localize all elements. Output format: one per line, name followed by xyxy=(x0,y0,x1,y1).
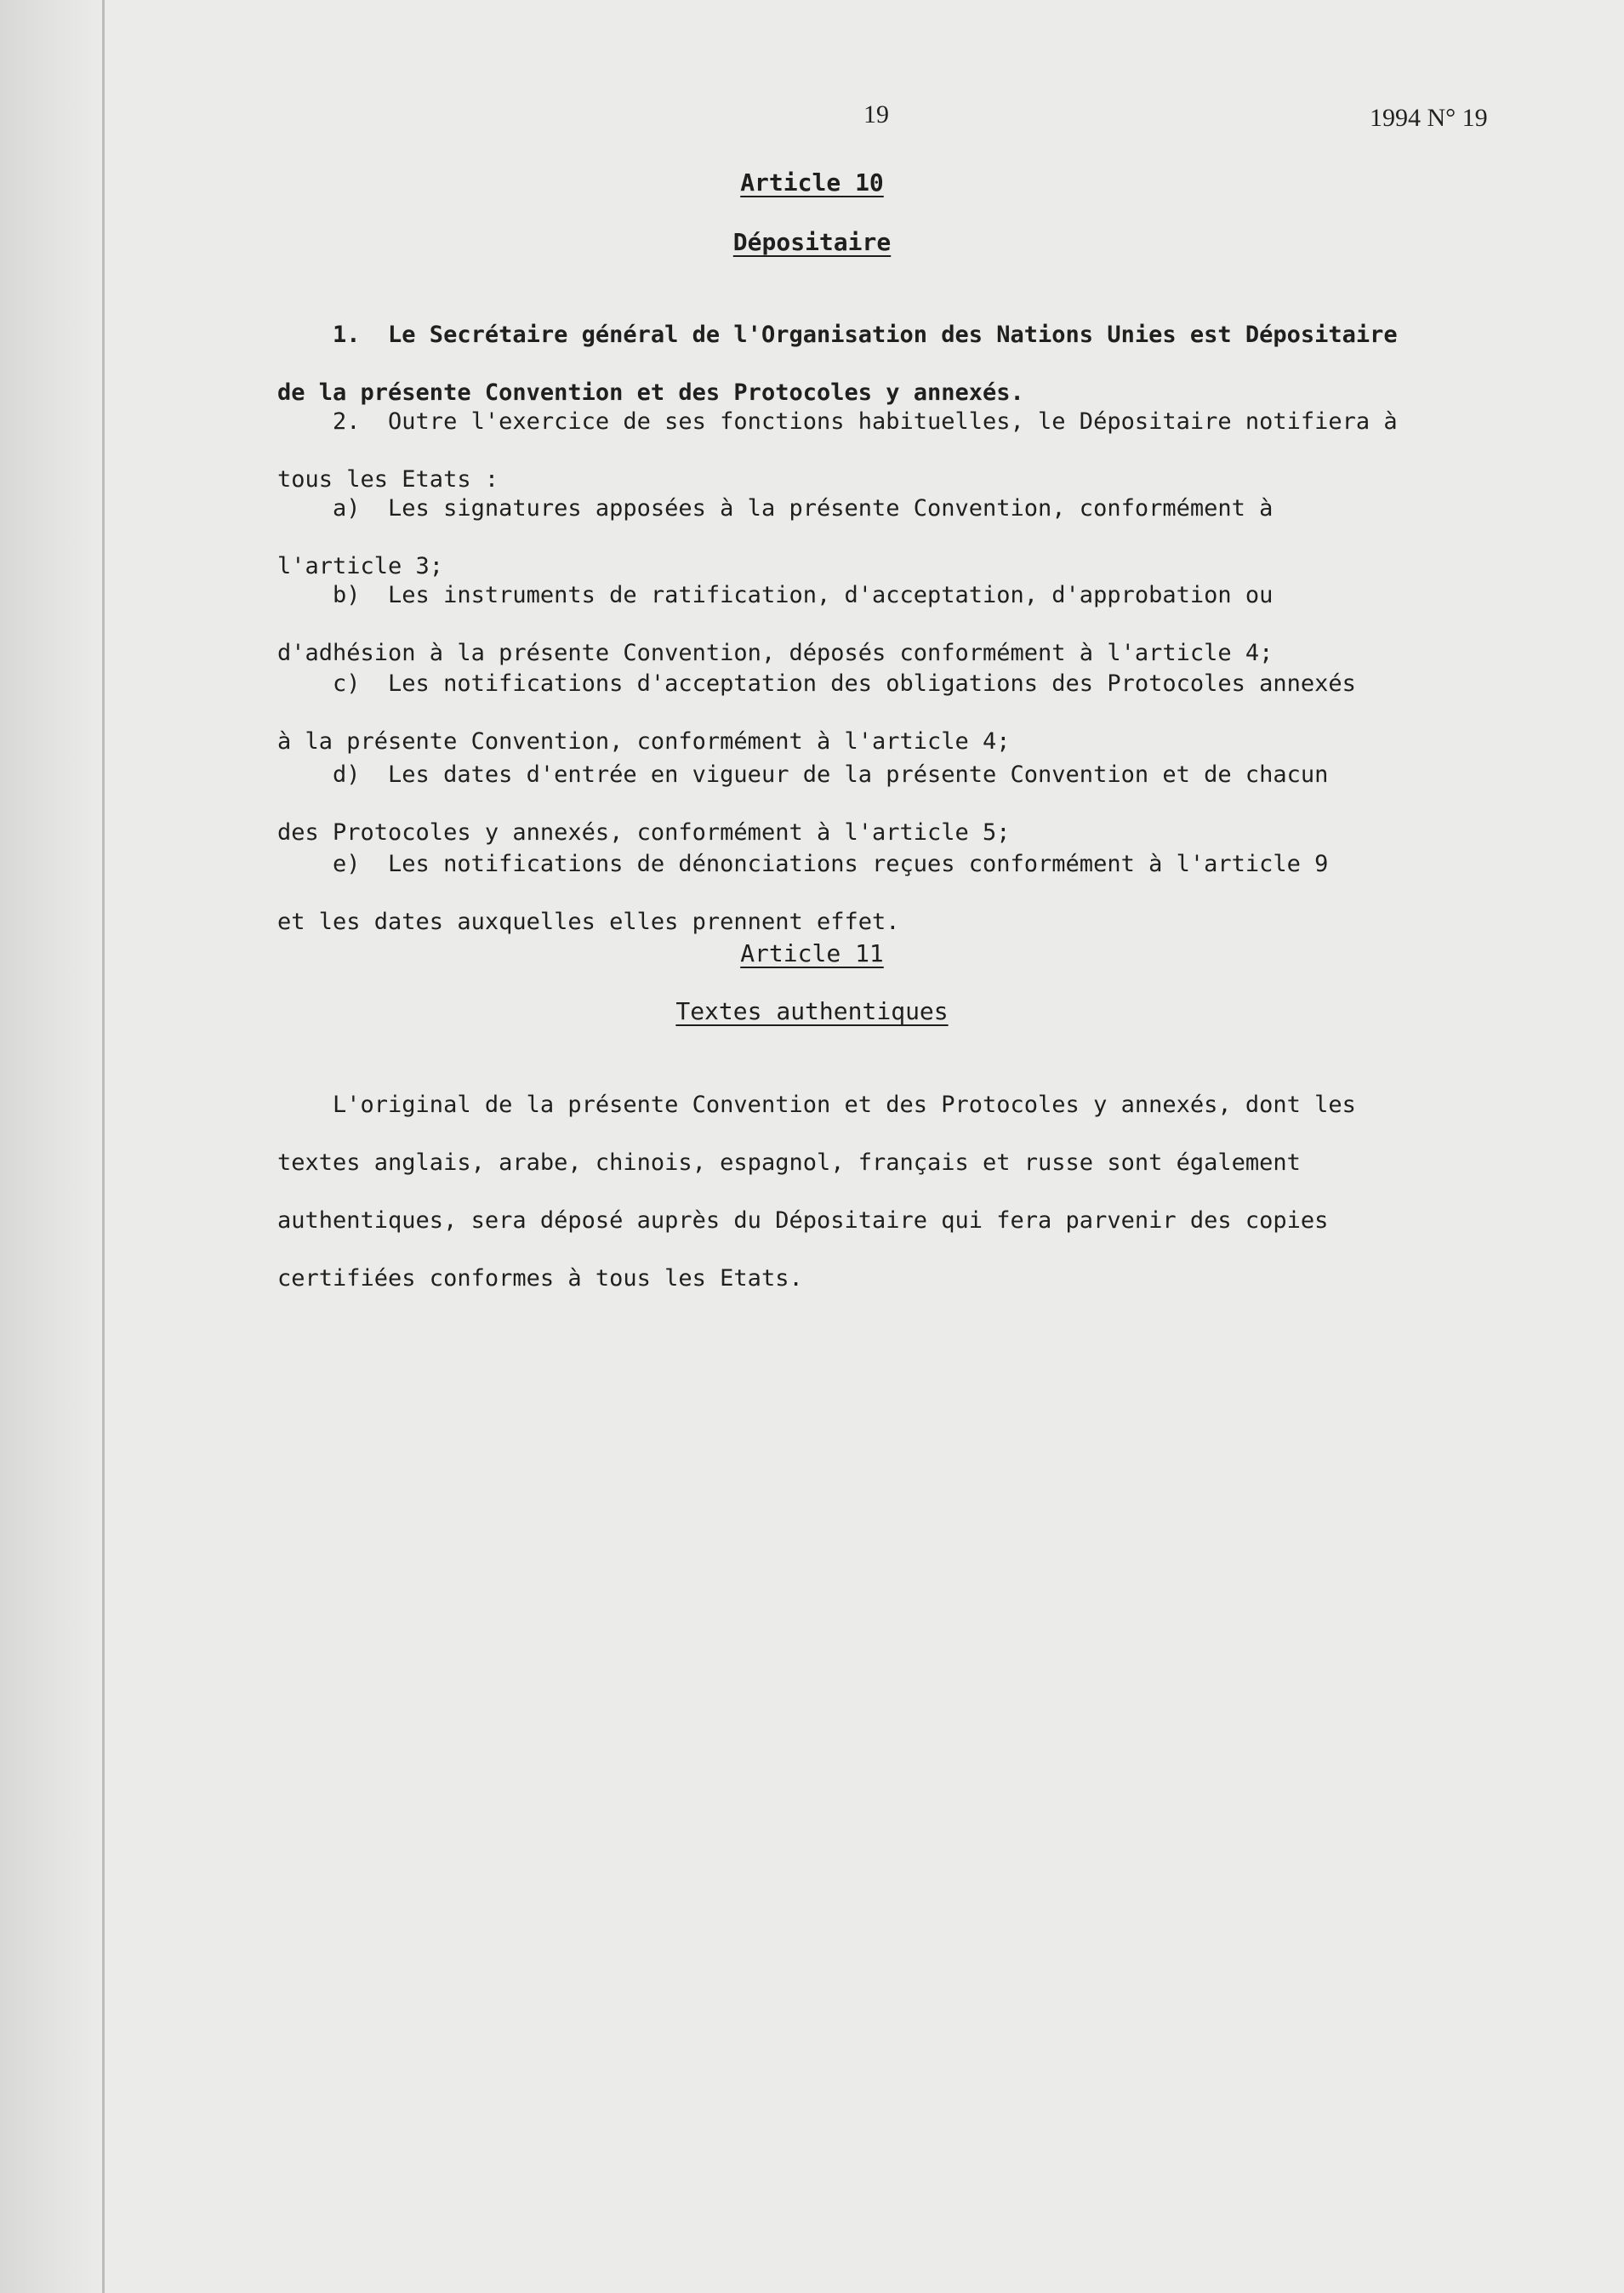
text-line: et les dates auxquelles elles prennent effet. xyxy=(277,909,900,935)
text-line: de la présente Convention et des Protocoles y annexés. xyxy=(277,379,1024,406)
text-line: d) Les dates d'entrée en vigueur de la présente Convention et de chacun xyxy=(277,761,1329,788)
article-10-subtitle: Dépositaire xyxy=(732,228,892,256)
article-11-title: Article 11 xyxy=(740,939,884,967)
document-reference: 1994 N° 19 xyxy=(1370,104,1488,132)
text-line: des Protocoles y annexés, conformément à l'article 5; xyxy=(277,819,1011,846)
text-line: textes anglais, arabe, chinois, espagnol, français et russe sont également xyxy=(277,1149,1301,1176)
text-line: d'adhésion à la présente Convention, déposés conformément à l'article 4; xyxy=(277,640,1274,666)
binding-edge xyxy=(102,0,105,2293)
text-line: L'original de la présente Convention et des Protocoles y annexés, dont les xyxy=(277,1092,1356,1118)
text-line: e) Les notifications de dénonciations reçues conformément à l'article 9 xyxy=(277,851,1329,877)
page-number: 19 xyxy=(863,100,889,128)
text-line: 2. Outre l'exercice de ses fonctions habituelles, le Dépositaire notifiera à xyxy=(277,408,1398,435)
text-line: tous les Etats : xyxy=(277,466,499,493)
text-line: certifiées conformes à tous les Etats. xyxy=(277,1265,803,1292)
article-11-paragraph xyxy=(277,1062,1502,1322)
text-line: 1. Le Secrétaire général de l'Organisation des Nations Unies est Dépositaire xyxy=(277,322,1398,348)
text-line: authentiques, sera déposé auprès du Dépositaire qui fera parvenir des copies xyxy=(277,1207,1329,1234)
text-line: c) Les notifications d'acceptation des obligations des Protocoles annexés xyxy=(277,670,1356,697)
text-line: a) Les signatures apposées à la présente Convention, conformément à xyxy=(277,495,1274,522)
text-line: b) Les instruments de ratification, d'acceptation, d'approbation ou xyxy=(277,582,1274,608)
article-11-subtitle: Textes authentiques xyxy=(675,997,949,1025)
page-binding-shadow xyxy=(0,0,102,2293)
text-line: à la présente Convention, conformément à l'article 4; xyxy=(277,728,1011,755)
text-line: l'article 3; xyxy=(277,553,444,579)
article-10-title: Article 10 xyxy=(740,168,884,197)
